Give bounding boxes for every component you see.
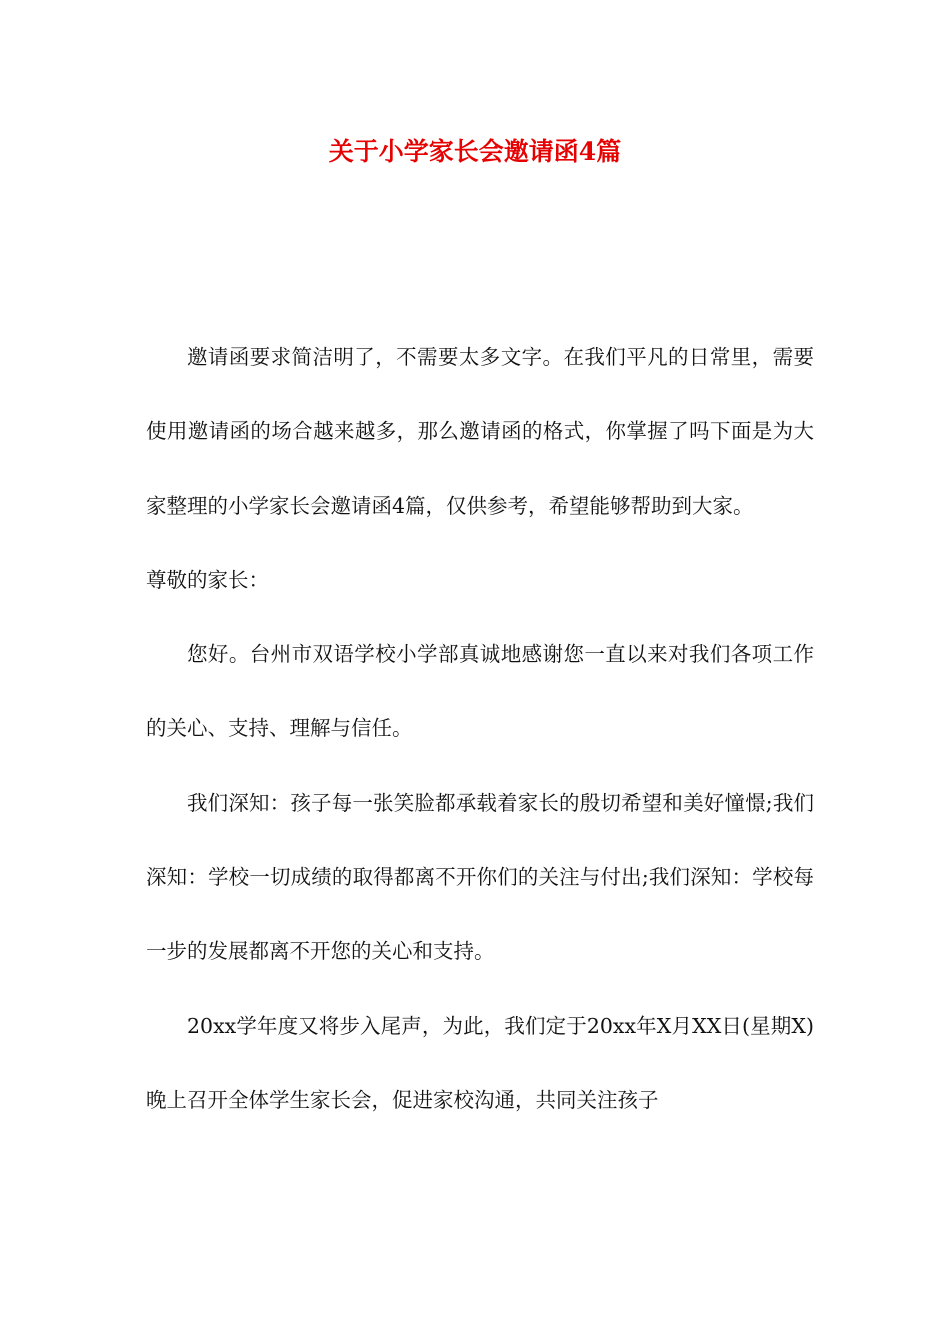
document-title: 关于小学家长会邀请函4篇 <box>328 137 622 166</box>
greeting-paragraph: 您好。台州市双语学校小学部真诚地感谢您一直以来对我们各项工作的关心、支持、理解与信任。 <box>146 642 814 741</box>
document-body <box>146 320 814 1137</box>
salutation: 尊敬的家长： <box>146 567 269 592</box>
meeting-paragraph: 20xx学年度又将步入尾声，为此，我们定于20xx年X月XX日(星期X)晚上召开全体学生家长会，促进家校沟通，共同关注孩子 <box>146 1013 814 1112</box>
intro-paragraph: 邀请函要求简洁明了，不需要太多文字。在我们平凡的日常里，需要使用邀请函的场合越来越多，那么邀请函的格式，你掌握了吗下面是为大家整理的小学家长会邀请函4篇，仅供参考，希望能够帮助到大家。 <box>146 345 814 518</box>
we-know-paragraph: 我们深知：孩子每一张笑脸都承载着家长的殷切希望和美好憧憬;我们深知：学校一切成绩的取得都离不开你们的关注与付出;我们深知：学校每一步的发展都离不开您的关心和支持。 <box>146 790 814 964</box>
